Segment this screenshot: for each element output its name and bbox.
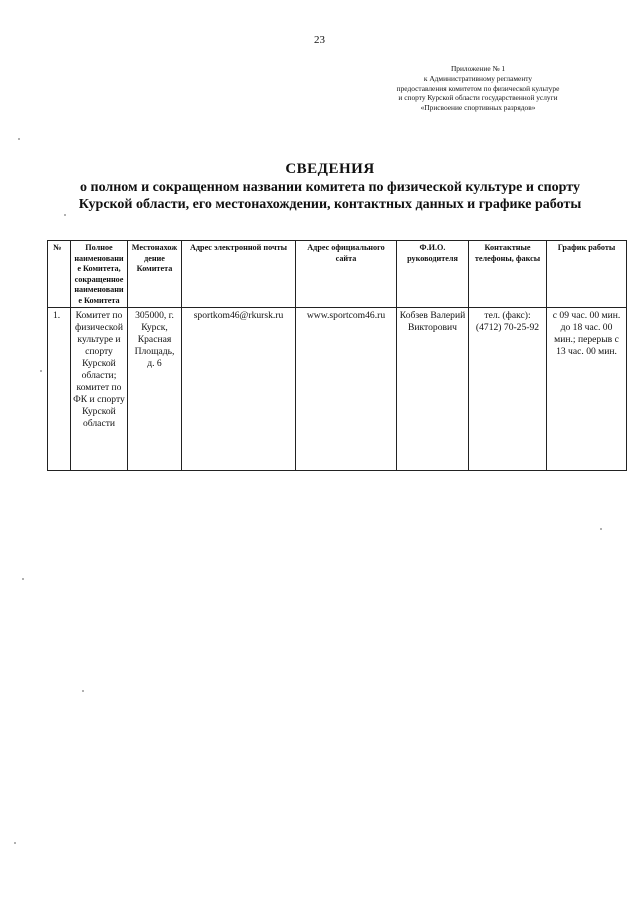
document-subtitle: о полном и сокращенном названии комитета по физической культуре и спорту Курской области, его местонахождении, контактных данных и графике работы — [78, 180, 582, 212]
header-location: Местонахождение Комитета — [128, 241, 182, 308]
cell-website: www.sportcom46.ru — [296, 308, 397, 471]
table-header-row — [48, 241, 627, 308]
document-title: СВЕДЕНИЯ — [285, 161, 375, 177]
cell-full-name: Комитет по физической культуре и спорту Курской области; комитет по ФК и спорту Курской области — [71, 308, 128, 471]
cell-head-name: Кобзев Валерий Викторович — [397, 308, 469, 471]
scan-speck — [18, 138, 20, 140]
scan-speck — [600, 528, 602, 530]
scan-speck — [64, 214, 66, 216]
appendix-line: Приложение № 1 — [450, 64, 506, 73]
document-heading — [70, 160, 590, 213]
header-email: Адрес электронной почты — [182, 241, 296, 308]
header-phones: Контактные телефоны, факсы — [469, 241, 547, 308]
cell-phones: тел. (факс): (4712) 70-25-92 — [469, 308, 547, 471]
appendix-line: к Административному регламенту — [423, 73, 533, 83]
header-schedule: График работы — [547, 241, 627, 308]
cell-number: 1. — [48, 308, 71, 471]
cell-schedule: с 09 час. 00 мин. до 18 час. 00 мин.; перерыв с 13 час. 00 мин. — [547, 308, 627, 471]
scan-speck — [22, 578, 24, 580]
info-table — [47, 240, 627, 471]
page-number: 23 — [314, 34, 325, 46]
cell-location: 305000, г. Курск, Красная Площадь, д. 6 — [128, 308, 182, 471]
scan-speck — [40, 370, 42, 372]
cell-email: sportkom46@rkursk.ru — [182, 308, 296, 471]
header-website: Адрес официального сайта — [296, 241, 397, 308]
appendix-note — [360, 64, 596, 113]
appendix-line: «Присвоение спортивных разрядов» — [420, 103, 536, 113]
scan-speck — [14, 842, 16, 844]
header-head-name: Ф.И.О. руководителя — [397, 241, 469, 308]
header-full-name: Полное наименование Комитета, сокращенное наименование Комитета — [71, 241, 128, 308]
header-number: № — [48, 241, 71, 308]
appendix-line: предоставления комитетом по физической культуре — [396, 83, 560, 93]
table-row — [48, 308, 627, 471]
scan-speck — [82, 690, 84, 692]
appendix-line: и спорту Курской области государственной услуги — [398, 93, 558, 103]
